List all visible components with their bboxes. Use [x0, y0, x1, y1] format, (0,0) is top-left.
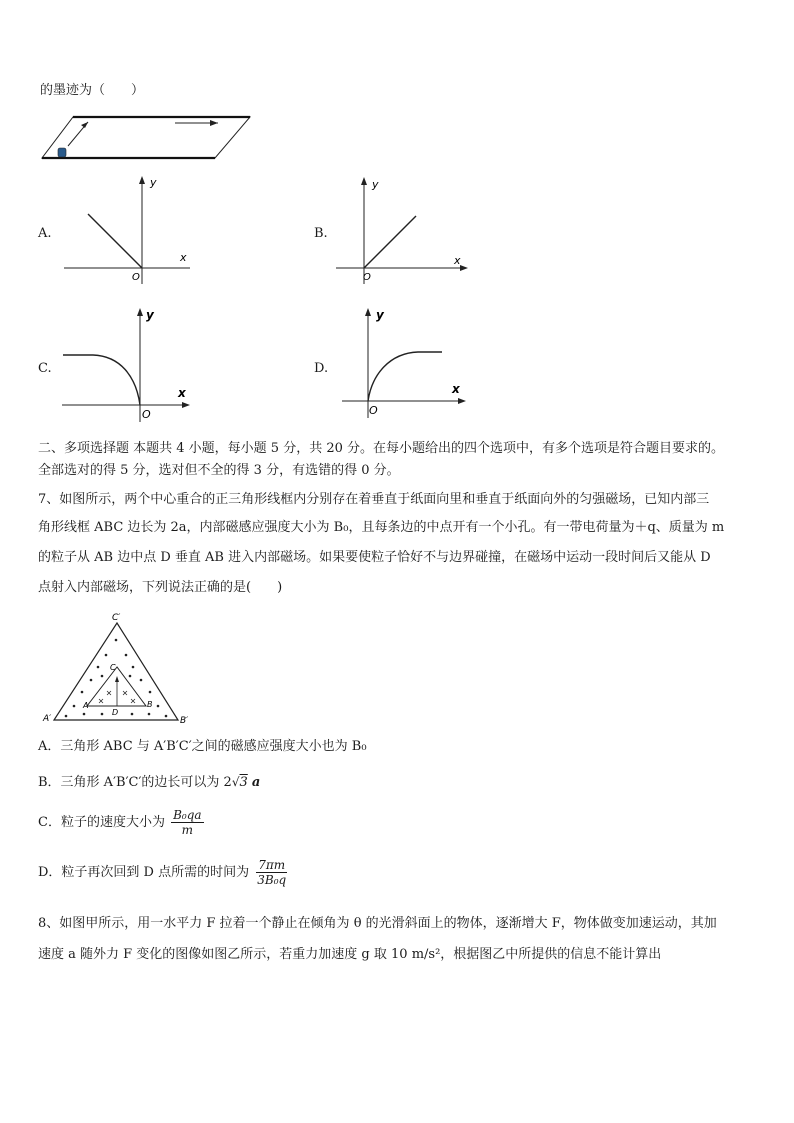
q7-option-a: A．三角形 ABC 与 A′B′C′之间的磁感应强度大小也为 B₀ [38, 739, 367, 754]
option-a-x-label: x [180, 251, 187, 264]
option-a-origin: O [132, 272, 140, 283]
q7-line3: 的粒子从 AB 边中点 D 垂直 AB 进入内部磁场。如果要使粒子恰好不与边界碰撞，在磁场中运动一段时间后又能从 D [38, 550, 711, 565]
label-b-prime: B′ [180, 716, 189, 726]
inner-triangle [87, 667, 146, 706]
option-b-x-label: x [454, 254, 461, 267]
option-b-graph [334, 172, 474, 287]
q8-line2: 速度 a 随外力 F 变化的图像如图乙所示，若重力加速度 g 取 10 m/s²，根据图乙中所提供的信息不能计算出 [38, 947, 662, 962]
option-d-origin: O [369, 404, 378, 417]
option-a-graph [60, 172, 200, 287]
option-b-label: B. [314, 226, 328, 241]
label-c: C [110, 663, 116, 672]
q6-stem-tail: 的墨迹为（ ） [40, 83, 145, 98]
option-b-y-label: y [372, 178, 379, 191]
q7-option-c-numerator: B₀qa [173, 808, 202, 822]
q7-option-d-fraction [255, 858, 288, 887]
q7-option-b-prefix: B．三角形 A′B′C′的边长可以为 2 [38, 775, 232, 790]
q7-option-c [38, 808, 204, 837]
q7-option-d-prefix: D．粒子再次回到 D 点所需的时间为 [38, 865, 250, 880]
q7-option-b: B．三角形 A′B′C′的边长可以为 2√3 a [38, 775, 261, 790]
option-d-y-label: y [376, 308, 384, 322]
q7-option-b-root: 3 [239, 775, 248, 790]
option-d-graph [338, 304, 472, 420]
q8-line1: 8、如图甲所示，用一水平力 F 拉着一个静止在倾角为 θ 的光滑斜面上的物体，逐渐增大 F，物体做变加速运动，其加 [38, 916, 717, 931]
q7-option-d-numerator: 7πm [258, 858, 286, 872]
q7-option-b-suffix: a [251, 775, 261, 790]
option-c-graph [60, 304, 200, 424]
option-b-origin: O [363, 272, 371, 283]
q7-line4: 点射入内部磁场，下列说法正确的是( ) [38, 580, 283, 595]
option-b-line [364, 216, 416, 268]
option-d-curve [368, 352, 442, 401]
label-b: B [147, 700, 153, 709]
label-d: D [112, 708, 119, 717]
label-a-prime: A′ [43, 714, 52, 724]
label-a: A [83, 701, 89, 710]
option-a-line [88, 214, 142, 268]
q7-line1: 7、如图所示，两个中心重合的正三角形线框内分别存在着垂直于纸面向里和垂直于纸面向外的匀强磁场，已知内部三 [38, 492, 710, 507]
q7-line2: 角形线框 ABC 边长为 2a，内部磁感应强度大小为 B₀，且每条边的中点开有一个小孔。有一带电荷量为＋q、质量为 m [38, 520, 725, 535]
option-a-y-label: y [150, 176, 157, 189]
q7-option-d-denominator: 3B₀q [257, 873, 287, 887]
label-c-prime: C′ [112, 613, 121, 623]
section2-heading-cont: 全部选对的得 5 分，选对但不全的得 3 分，有选错的得 0 分。 [38, 463, 400, 478]
option-c-y-label: y [146, 308, 154, 322]
q7-option-c-fraction [171, 808, 203, 837]
section2-heading: 二、多项选择题 本题共 4 小题，每小题 5 分，共 20 分。在每小题给出的四个选项中，有多个选项是符合题目要求的。 [38, 441, 725, 456]
option-d-x-label: x [452, 382, 460, 396]
outer-triangle [54, 623, 178, 720]
option-c-curve [63, 355, 140, 405]
option-d-label: D. [314, 361, 329, 376]
paper-diagram [38, 108, 256, 166]
pen-icon [58, 148, 66, 157]
triangle-figure [40, 610, 190, 728]
option-c-label: C. [38, 361, 52, 376]
option-c-origin: O [142, 408, 151, 421]
q7-option-d [38, 858, 288, 887]
option-a-label: A. [38, 226, 52, 241]
option-c-x-label: x [178, 386, 186, 400]
q7-option-c-prefix: C．粒子的速度大小为 [38, 815, 165, 830]
q7-option-c-denominator: m [181, 823, 194, 837]
